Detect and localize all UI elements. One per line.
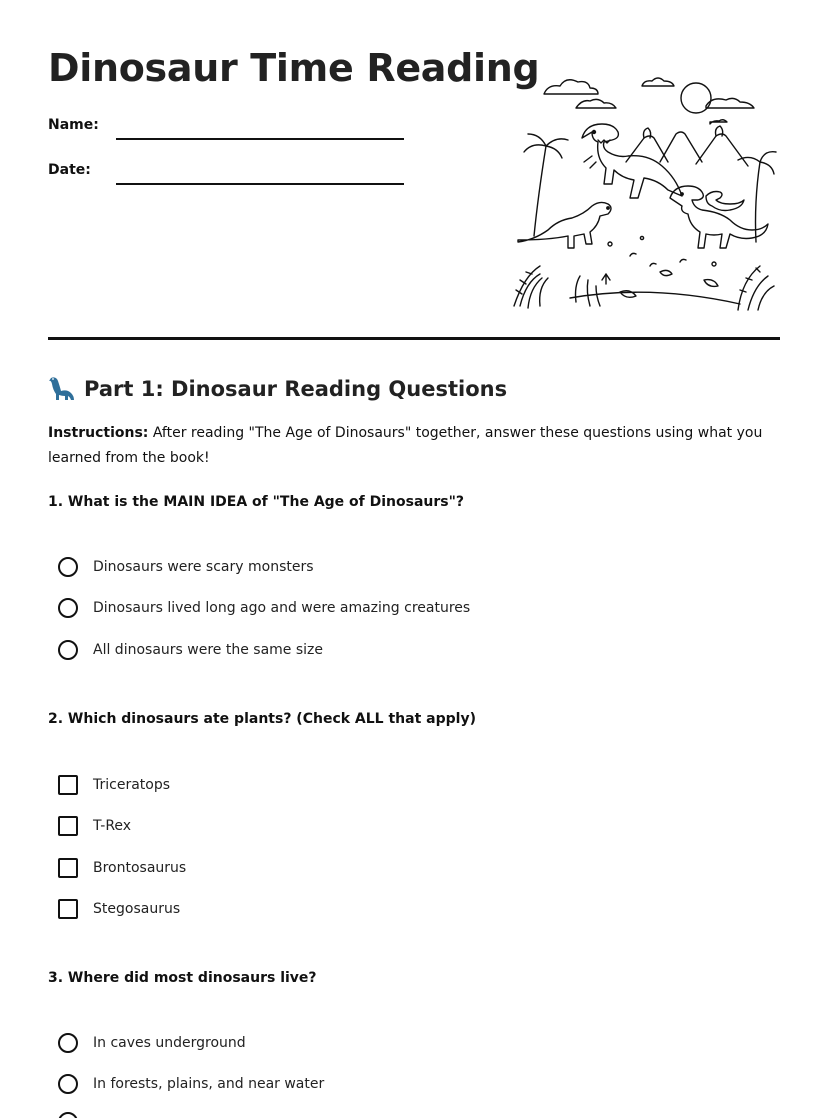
radio-button[interactable] <box>58 557 78 577</box>
instructions <box>48 421 768 471</box>
part1-heading-text: Part 1: Dinosaur Reading Questions <box>84 377 508 401</box>
option-label: Dinosaurs were scary monsters <box>93 559 314 575</box>
q2-option-3[interactable] <box>58 856 186 880</box>
sauropod-dinosaur-icon <box>48 375 76 403</box>
radio-button[interactable] <box>58 1033 78 1053</box>
name-label: Name: <box>48 117 99 133</box>
q2-option-4[interactable] <box>58 897 180 921</box>
q1-option-2[interactable] <box>58 596 470 620</box>
date-field[interactable] <box>116 183 404 185</box>
instructions-label: Instructions: <box>48 425 149 441</box>
radio-button[interactable] <box>58 598 78 618</box>
q1-option-1[interactable] <box>58 555 314 579</box>
q3-option-2[interactable] <box>58 1072 324 1096</box>
q2-option-2[interactable] <box>58 814 131 838</box>
option-label: Brontosaurus <box>93 860 187 876</box>
instructions-text: After reading "The Age of Dinosaurs" together, answer these questions using what you learned from the book! <box>48 425 763 466</box>
date-label: Date: <box>48 162 91 178</box>
option-label: All dinosaurs were the same size <box>93 642 323 658</box>
q2-option-1[interactable] <box>58 773 170 797</box>
section-divider <box>48 337 780 340</box>
question-2: 2. Which dinosaurs ate plants? (Check ALL that apply) <box>48 711 476 727</box>
radio-button[interactable] <box>58 640 78 660</box>
option-label: T-Rex <box>93 818 132 834</box>
checkbox[interactable] <box>58 899 78 919</box>
radio-button[interactable] <box>58 1112 78 1118</box>
option-label: In forests, plains, and near water <box>93 1076 325 1092</box>
option-label: Stegosaurus <box>93 901 181 917</box>
option-label: Triceratops <box>93 777 171 793</box>
name-field[interactable] <box>116 138 404 140</box>
checkbox[interactable] <box>58 775 78 795</box>
question-1: 1. What is the MAIN IDEA of "The Age of Dinosaurs"? <box>48 494 465 510</box>
part1-heading <box>48 372 507 406</box>
option-label: Dinosaurs lived long ago and were amazing creatures <box>93 600 471 616</box>
dinosaur-scene-illustration <box>510 66 782 316</box>
worksheet-title: Dinosaur Time Reading <box>48 46 540 90</box>
question-3: 3. Where did most dinosaurs live? <box>48 970 317 986</box>
q1-option-3[interactable] <box>58 638 323 662</box>
radio-button[interactable] <box>58 1074 78 1094</box>
option-label: In caves underground <box>93 1035 246 1051</box>
q3-option-3-partial[interactable] <box>58 1110 93 1118</box>
checkbox[interactable] <box>58 858 78 878</box>
checkbox[interactable] <box>58 816 78 836</box>
q3-option-1[interactable] <box>58 1031 246 1055</box>
